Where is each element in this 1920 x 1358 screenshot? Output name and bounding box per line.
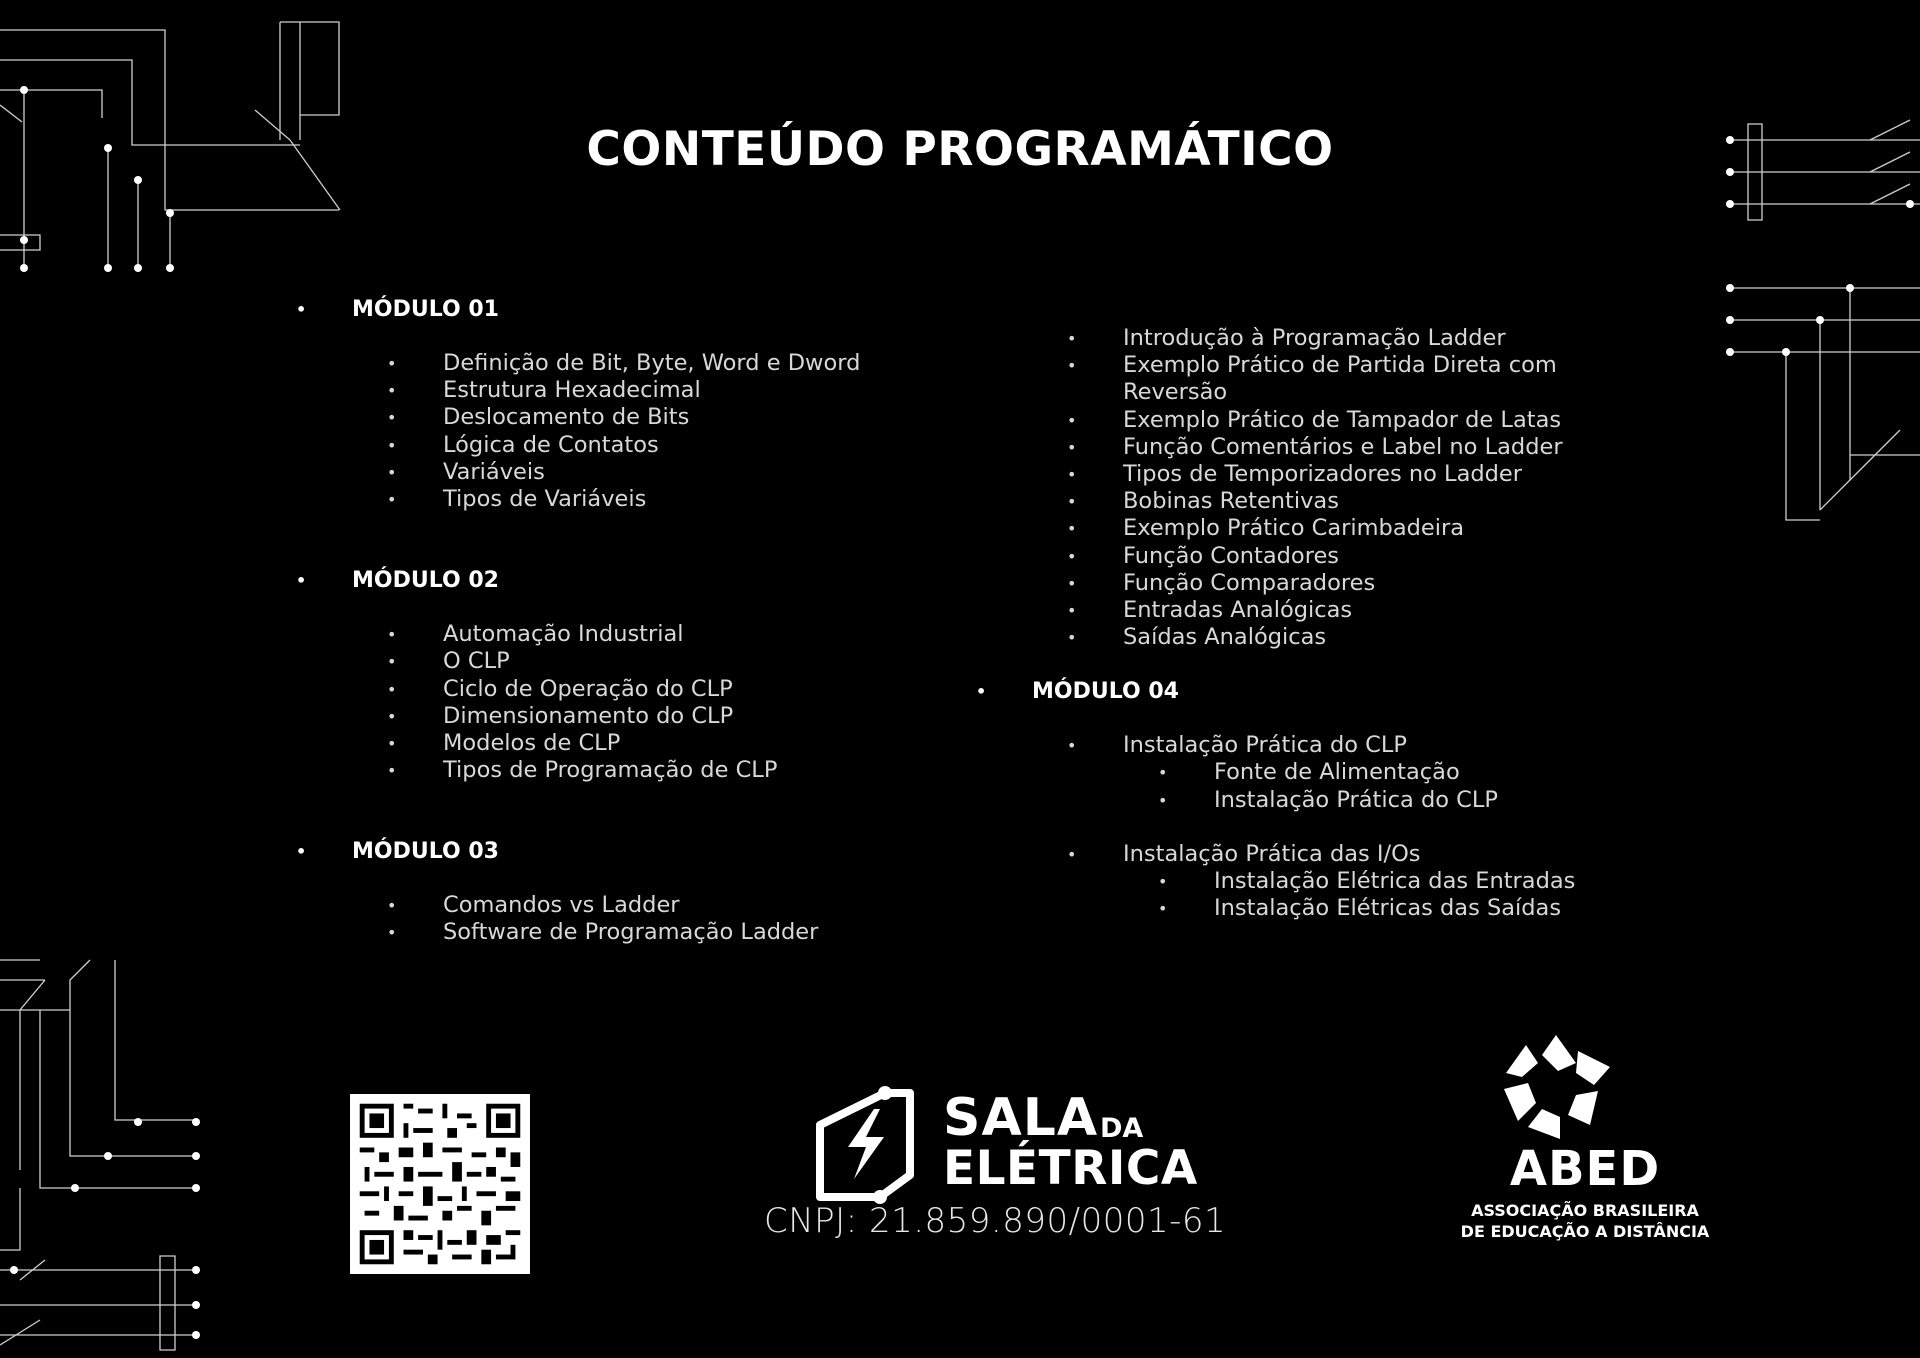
cnpj-text: CNPJ: 21.859.890/0001-61 xyxy=(764,1201,1227,1241)
list-item: • Introdução à Programação Ladder xyxy=(972,325,1732,352)
list-item: • O CLP xyxy=(292,648,992,675)
sub-list-item: • Instalação Elétricas das Saídas xyxy=(972,895,1732,922)
module-01-list xyxy=(292,350,992,513)
list-item: • Dimensionamento do CLP xyxy=(292,703,992,730)
list-item: • Exemplo Prático Carimbadeira xyxy=(972,515,1732,542)
abed-name: ABED xyxy=(1509,1141,1661,1197)
list-item: • Lógica de Contatos xyxy=(292,432,992,459)
sub-list-item: • Instalação Elétrica das Entradas xyxy=(972,868,1732,895)
list-item: • Exemplo Prático de Partida Direta com Reversão xyxy=(972,352,1583,406)
circuit-decoration-bottom-left xyxy=(0,950,210,1358)
module-04-list xyxy=(972,732,1732,922)
abed-subtitle-line1: ASSOCIAÇÃO BRASILEIRA xyxy=(1471,1201,1699,1220)
brand-name-da: DA xyxy=(1100,1113,1144,1144)
list-item: • Saídas Analógicas xyxy=(972,624,1732,651)
list-item: • Função Contadores xyxy=(972,543,1732,570)
list-item: • Função Comparadores xyxy=(972,570,1732,597)
list-item: • Tipos de Temporizadores no Ladder xyxy=(972,461,1732,488)
abed-subtitle-line2: DE EDUCAÇÃO A DISTÂNCIA xyxy=(1460,1222,1710,1241)
list-item: • Entradas Analógicas xyxy=(972,597,1732,624)
list-item: • Tipos de Programação de CLP xyxy=(292,757,992,784)
right-column xyxy=(972,325,1732,922)
left-column xyxy=(292,296,992,947)
list-item: • Tipos de Variáveis xyxy=(292,486,992,513)
module-03-heading: • MÓDULO 03 xyxy=(292,838,992,865)
list-item: • Função Comentários e Label no Ladder xyxy=(972,434,1732,461)
list-item: • Ciclo de Operação do CLP xyxy=(292,676,992,703)
list-item: • Definição de Bit, Byte, Word e Dword xyxy=(292,350,992,377)
brand-name-line2: ELÉTRICA xyxy=(943,1141,1198,1196)
module-02-list xyxy=(292,621,992,784)
list-item: • Exemplo Prático de Tampador de Latas xyxy=(972,407,1732,434)
list-item: • Bobinas Retentivas xyxy=(972,488,1732,515)
module-02-heading: • MÓDULO 02 xyxy=(292,567,992,594)
sub-list-item: • Instalação Prática do CLP xyxy=(972,787,1732,814)
abed-star-icon xyxy=(1498,1033,1618,1143)
list-item: • Modelos de CLP xyxy=(292,730,992,757)
page-title: CONTEÚDO PROGRAMÁTICO xyxy=(586,122,1334,177)
module-04-heading: • MÓDULO 04 xyxy=(972,678,1732,705)
module-03-list-continued xyxy=(972,325,1732,651)
list-item: • Comandos vs Ladder xyxy=(292,892,992,919)
list-item: • Variáveis xyxy=(292,459,992,486)
list-item: • Instalação Prática do CLP xyxy=(972,732,1732,759)
sub-list-item: • Fonte de Alimentação xyxy=(972,759,1732,786)
list-item: • Software de Programação Ladder xyxy=(292,919,992,946)
module-01-heading: • MÓDULO 01 xyxy=(292,296,992,323)
list-item: • Instalação Prática das I/Os xyxy=(972,841,1732,868)
module-03-list-start xyxy=(292,892,992,946)
list-item: • Deslocamento de Bits xyxy=(292,404,992,431)
brand-name-line1: SALA xyxy=(943,1088,1099,1148)
list-item: • Estrutura Hexadecimal xyxy=(292,377,992,404)
list-item: • Automação Industrial xyxy=(292,621,992,648)
qr-code[interactable] xyxy=(350,1094,530,1274)
